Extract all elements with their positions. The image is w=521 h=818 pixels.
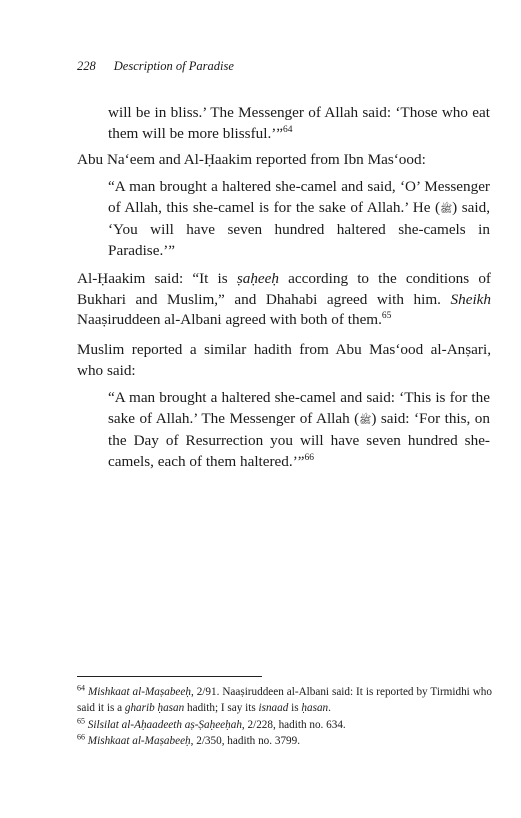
footnote-text: is [288,702,302,714]
quote-text-part: “A man brought a haltered she-camel and said, ‘O’ Messenger of Allah, this she-camel is for the sake of Allah.’ He ( [108,178,490,216]
footnote-source-title: Silsilat al-Aḥaadeeth aṣ-Ṣaḥeeḥah [87,719,242,731]
italic-term-sheikh: Sheikh [450,290,491,308]
paragraph-abu-naeem [77,150,491,171]
page-number: 228 [77,59,96,73]
footnote-text: , 2/228, hadith no. 634. [241,719,346,731]
footnote-source-title: Mishkaat al-Maṣabeeḥ [87,735,191,747]
paragraph-text: Abu Na‘eem and Al-Ḥaakim reported from Ibn Mas‘ood: [77,151,426,168]
paragraph-text-part: according to the conditions of Bukhari and Muslim,” and Dhahabi agreed with him. [77,270,491,308]
quote-block-abu-masood [108,388,490,472]
italic-term-saheeh: ṣaḥeeḥ [236,270,279,287]
paragraph-text: Muslim reported a similar hadith from Abu Mas‘ood al-Anṣari, who said: [77,341,491,379]
pbuh-glyph: ﷺ [440,203,453,215]
footnote-italic-term: ḥasan [301,702,329,714]
paragraph-muslim [77,340,491,381]
paragraph-al-haakim [77,269,491,331]
footnote-text: , 2/91. Naaṣiruddeen al-Albani said: It is reported by Tirmidhi who said it is a [77,686,492,714]
footnote-italic-term: gharib ḥasan [124,702,185,714]
footnote-number: 64 [77,683,85,693]
quote-text: will be in bliss.’ The Messenger of Allah said: ‘Those who eat them will be more blissful.’” [108,104,490,142]
footnote-divider [77,676,262,677]
footnote-number: 65 [77,716,85,726]
footnote-ref-66[interactable]: 66 [304,452,314,463]
quote-text-part: ) said, ‘You will have seven hundred haltered she-camels in Paradise.’” [108,198,491,259]
footnote-65 [77,717,492,733]
paragraph-text-part: Naaṣiruddeen al-Albani agreed with both of them. [77,311,382,328]
running-title: Description of Paradise [113,59,234,73]
quote-block-continuation [108,103,490,144]
paragraph-text-part: Al-Ḥaakim said: “It is [77,270,237,287]
footnote-source-title: Mishkaat al-Maṣabeeḥ [87,686,191,698]
footnote-64 [77,684,492,716]
footnote-number: 66 [77,732,85,742]
footnote-text: , 2/350, hadith no. 3799. [190,735,301,747]
running-header [77,59,234,74]
footnote-66 [77,733,492,749]
footnote-text: hadith; I say its [184,702,259,714]
quote-text-part: “A man brought a haltered she-camel and said: ‘This is for the sake of Allah.’ The Messenger of Allah ( [108,389,490,427]
footnote-ref-65[interactable]: 65 [381,310,392,321]
quote-block-ibn-masood [108,177,490,261]
footnote-ref-64[interactable]: 64 [283,124,293,135]
footnote-text: . [328,702,331,714]
quote-text-part: ) said: ‘For this, on the Day of Resurrection you will have seven hundred she-camels, each of them haltered.’” [108,409,490,470]
pbuh-glyph: ﷺ [359,414,372,426]
footnote-italic-term: isnaad [258,702,289,714]
